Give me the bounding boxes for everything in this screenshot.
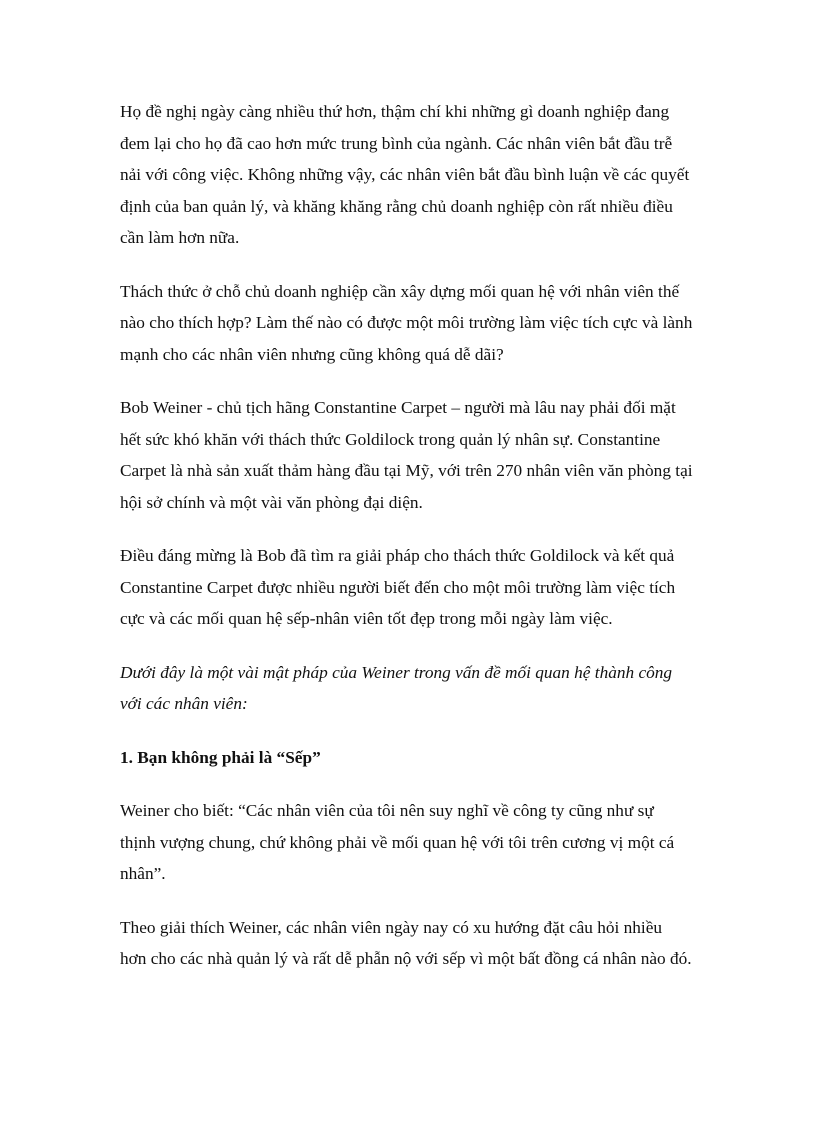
text-line: thịnh vượng chung, chứ không phải về mối quan hệ với tôi trên cương vị một cá [120, 832, 675, 852]
paragraph-bob-weiner [120, 392, 710, 518]
paragraph-solution [120, 540, 710, 635]
text-line: Weiner cho biết: “Các nhân viên của tôi nên suy nghĩ về công ty cũng như sự [120, 801, 654, 820]
text-line: Họ đề nghị ngày càng nhiều thứ hơn, thậm chí khi những gì doanh nghiệp đang [120, 102, 670, 121]
text-line: hết sức khó khăn với thách thức Goldilock trong quản lý nhân sự. Constantine [120, 429, 661, 449]
text-line: Dưới đây là một vài mật pháp của Weiner trong vấn đề mối quan hệ thành công [120, 662, 673, 682]
text-line: nào cho thích hợp? Làm thế nào có được một môi trường làm việc tích cực và lành [120, 313, 693, 332]
text-line: đem lại cho họ đã cao hơn mức trung bình của ngành. Các nhân viên bắt đầu trễ [120, 133, 673, 153]
heading-text: 1. Bạn không phải là “Sếp” [120, 747, 321, 767]
paragraph-challenge [120, 276, 710, 371]
text-line: Carpet là nhà sản xuất thảm hàng đầu tại Mỹ, với trên 270 nhân viên văn phòng tại [120, 461, 693, 480]
text-line: định của ban quản lý, và khăng khăng rằng chủ doanh nghiệp còn rất nhiều điều [120, 196, 673, 216]
text-line: Constantine Carpet được nhiều người biết đến cho một môi trường làm việc tích [120, 577, 676, 597]
paragraph-explanation [120, 912, 710, 975]
text-line: Điều đáng mừng là Bob đã tìm ra giải pháp cho thách thức Goldilock và kết quả [120, 546, 675, 565]
paragraph-intro-italic [120, 657, 710, 720]
text-line: Theo giải thích Weiner, các nhân viên ngày nay có xu hướng đặt câu hỏi nhiều [120, 917, 663, 937]
paragraph-weiner-quote [120, 795, 710, 890]
paragraph-employee-demands [120, 96, 710, 254]
section-heading [120, 742, 710, 774]
text-line: hơn cho các nhà quản lý và rất dễ phẫn nộ với sếp vì một bất đồng cá nhân nào đó. [120, 949, 692, 968]
text-line: nhân”. [120, 864, 166, 883]
text-line: cần làm hơn nữa. [120, 228, 240, 247]
text-line: mạnh cho các nhân viên nhưng cũng không quá dễ dãi? [120, 344, 504, 364]
text-line: nải với công việc. Không những vậy, các nhân viên bắt đầu bình luận về các quyết [120, 165, 690, 184]
text-line: cực và các mối quan hệ sếp-nhân viên tốt đẹp trong mỗi ngày làm việc. [120, 609, 613, 628]
document-body [120, 96, 710, 997]
text-line: với các nhân viên: [120, 694, 248, 713]
text-line: hội sở chính và một vài văn phòng đại diện. [120, 492, 423, 512]
text-line: Thách thức ở chỗ chủ doanh nghiệp cần xây dựng mối quan hệ với nhân viên thế [120, 281, 680, 301]
text-line: Bob Weiner - chủ tịch hãng Constantine Carpet – người mà lâu nay phải đối mặt [120, 398, 676, 417]
